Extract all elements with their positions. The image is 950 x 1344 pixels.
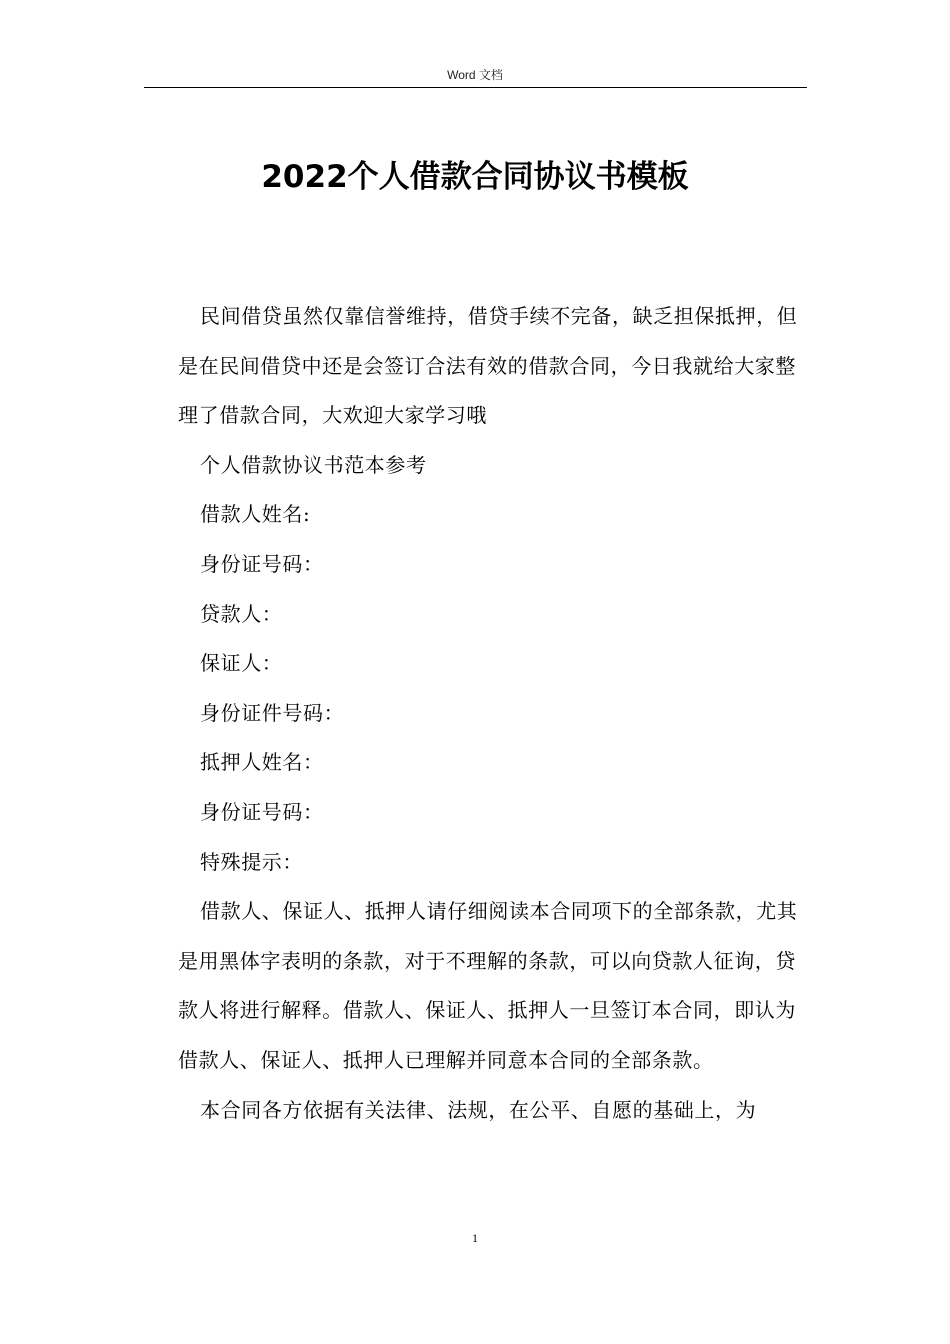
guarantor-id-line: 身份证件号码： [200, 700, 345, 725]
mortgagor-name-line: 抵押人姓名： [200, 750, 324, 775]
borrower-id-line: 身份证号码： [200, 551, 324, 576]
guarantor-line: 保证人： [200, 651, 283, 676]
special-notice-heading: 特殊提示： [200, 849, 303, 874]
document-title: 2022个人借款合同协议书模板 [261, 159, 689, 195]
contract-basis-paragraph: 本合同各方依据有关法律、法规，在公平、自愿的基础上，为 [200, 1097, 757, 1122]
document-body [178, 292, 806, 1135]
special-notice-paragraph: 借款人、保证人、抵押人请仔细阅读本合同项下的全部条款，尤其是用黑体字表明的条款，对于不理解的条款，可以向贷款人征询，贷款人将进行解释。借款人、保证人、抵押人一旦签订本合同，即认为借款人、保证人、抵押人已理解并同意本合同的全部条款。 [178, 899, 798, 1072]
page-header: Word 文档 [447, 68, 503, 82]
borrower-name-line: 借款人姓名: [200, 502, 311, 527]
lender-line: 贷款人： [200, 601, 283, 626]
mortgagor-id-line: 身份证号码： [200, 799, 324, 824]
intro-paragraph: 民间借贷虽然仅靠信誉维持，借贷手续不完备，缺乏担保抵押，但是在民间借贷中还是会签订合法有效的借款合同，今日我就给大家整理了借款合同，大欢迎大家学习哦 [178, 304, 798, 428]
header-divider [144, 87, 807, 88]
section-heading: 个人借款协议书范本参考 [200, 452, 427, 477]
page-number: 1 [472, 1231, 478, 1245]
